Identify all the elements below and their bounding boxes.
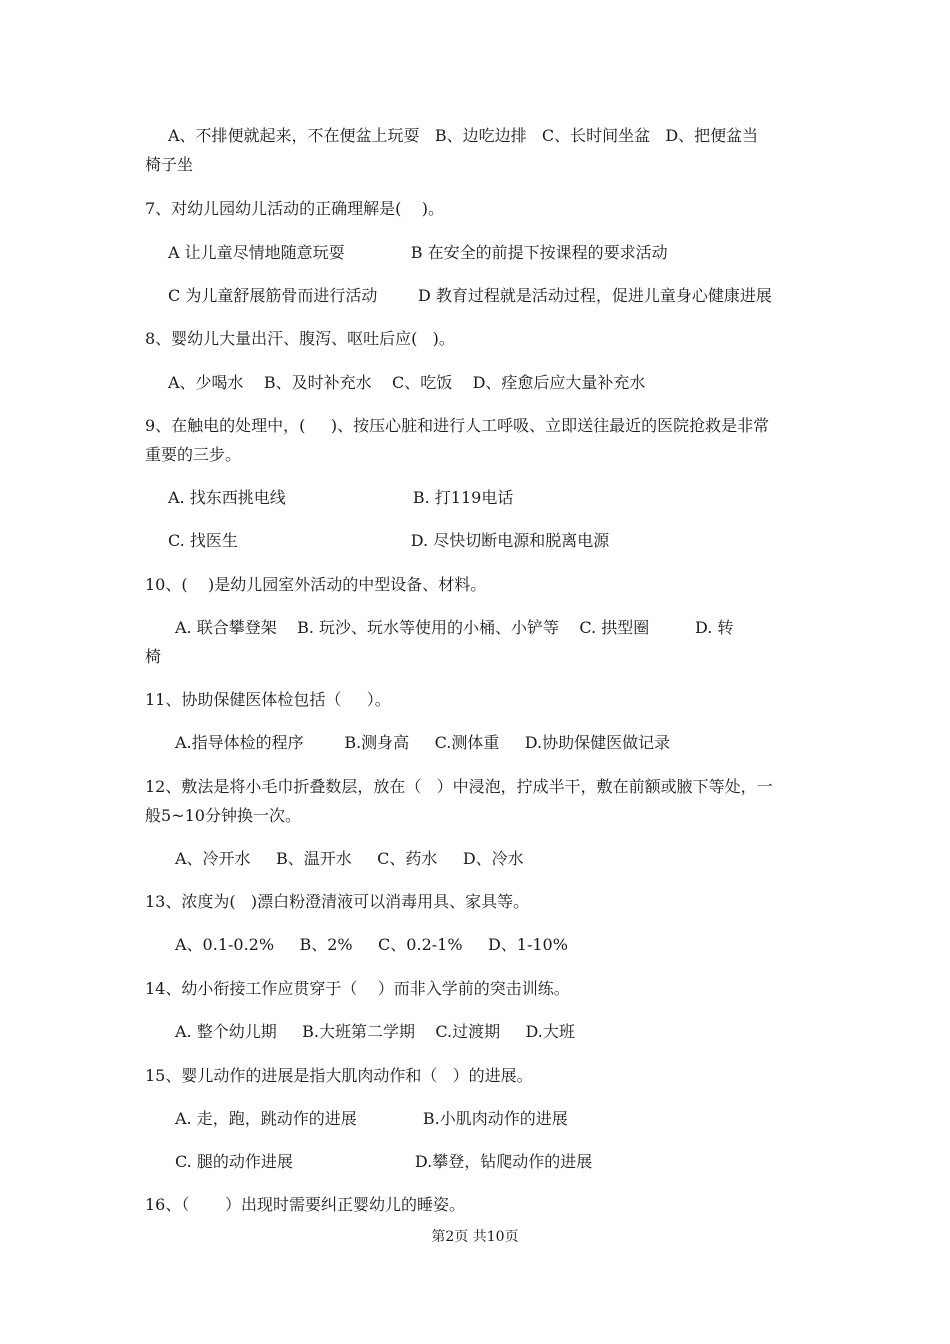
q15-options-ab: A. 走，跑，跳动作的进展 B.小肌肉动作的进展: [175, 1109, 568, 1128]
question-12-line-2: 般5~10分钟换一次。: [145, 806, 301, 825]
question-10: 10、( )是幼儿园室外活动的中型设备、材料。: [145, 575, 487, 594]
question-12-line-1: 12、敷法是将小毛巾折叠数层，放在（ ）中浸泡，拧成半干，敷在前额或腋下等处，一: [145, 777, 773, 796]
question-7: 7、对幼儿园幼儿活动的正确理解是( )。: [145, 199, 445, 218]
q7-options-ab: A 让儿童尽情地随意玩耍 B 在安全的前提下按课程的要求活动: [168, 243, 668, 262]
question-11: 11、协助保健医体检包括（ ）。: [145, 690, 391, 709]
q9-options-ab: A. 找东西挑电线 B. 打119电话: [168, 488, 514, 507]
q9-options-cd: C. 找医生 D. 尽快切断电源和脱离电源: [168, 531, 610, 550]
q15-options-cd: C. 腿的动作进展 D.攀登，钻爬动作的进展: [175, 1152, 593, 1171]
question-8: 8、婴幼儿大量出汗、腹泻、呕吐后应( )。: [145, 329, 455, 348]
question-16: 16、（ ）出现时需要纠正婴幼儿的睡姿。: [145, 1195, 465, 1214]
q7-options-cd: C 为儿童舒展筋骨而进行活动 D 教育过程就是活动过程，促进儿童身心健康进展: [168, 286, 772, 305]
q11-options: A.指导体检的程序 B.测身高 C.测体重 D.协助保健医做记录: [175, 733, 671, 752]
question-14: 14、幼小衔接工作应贯穿于（ ）而非入学前的突击训练。: [145, 979, 570, 998]
question-13: 13、浓度为( )漂白粉澄清液可以消毒用具、家具等。: [145, 892, 530, 911]
q6-options-line-1: A、不排便就起来，不在便盆上玩耍 B、边吃边排 C、长时间坐盆 D、把便盆当: [168, 126, 759, 145]
q12-options: A、冷开水 B、温开水 C、药水 D、冷水: [175, 849, 524, 868]
q8-options: A、少喝水 B、及时补充水 C、吃饭 D、痊愈后应大量补充水: [168, 373, 646, 392]
question-9-line-2: 重要的三步。: [145, 445, 242, 464]
q14-options: A. 整个幼儿期 B.大班第二学期 C.过渡期 D.大班: [175, 1022, 575, 1041]
page-number-footer: 第2页 共10页: [431, 1229, 519, 1245]
q13-options: A、0.1-0.2% B、2% C、0.2-1% D、1-10%: [175, 935, 568, 954]
question-9-line-1: 9、在触电的处理中，( )、按压心脏和进行人工呼吸、立即送往最近的医院抢救是非常: [145, 416, 770, 435]
q10-options-line-1: A. 联合攀登架 B. 玩沙、玩水等使用的小桶、小铲等 C. 拱型圈 D. 转: [175, 618, 734, 637]
q6-options-line-2: 椅子坐: [145, 155, 194, 174]
q10-options-line-2: 椅: [145, 647, 162, 666]
question-15: 15、婴儿动作的进展是指大肌肉动作和（ ）的进展。: [145, 1066, 533, 1085]
